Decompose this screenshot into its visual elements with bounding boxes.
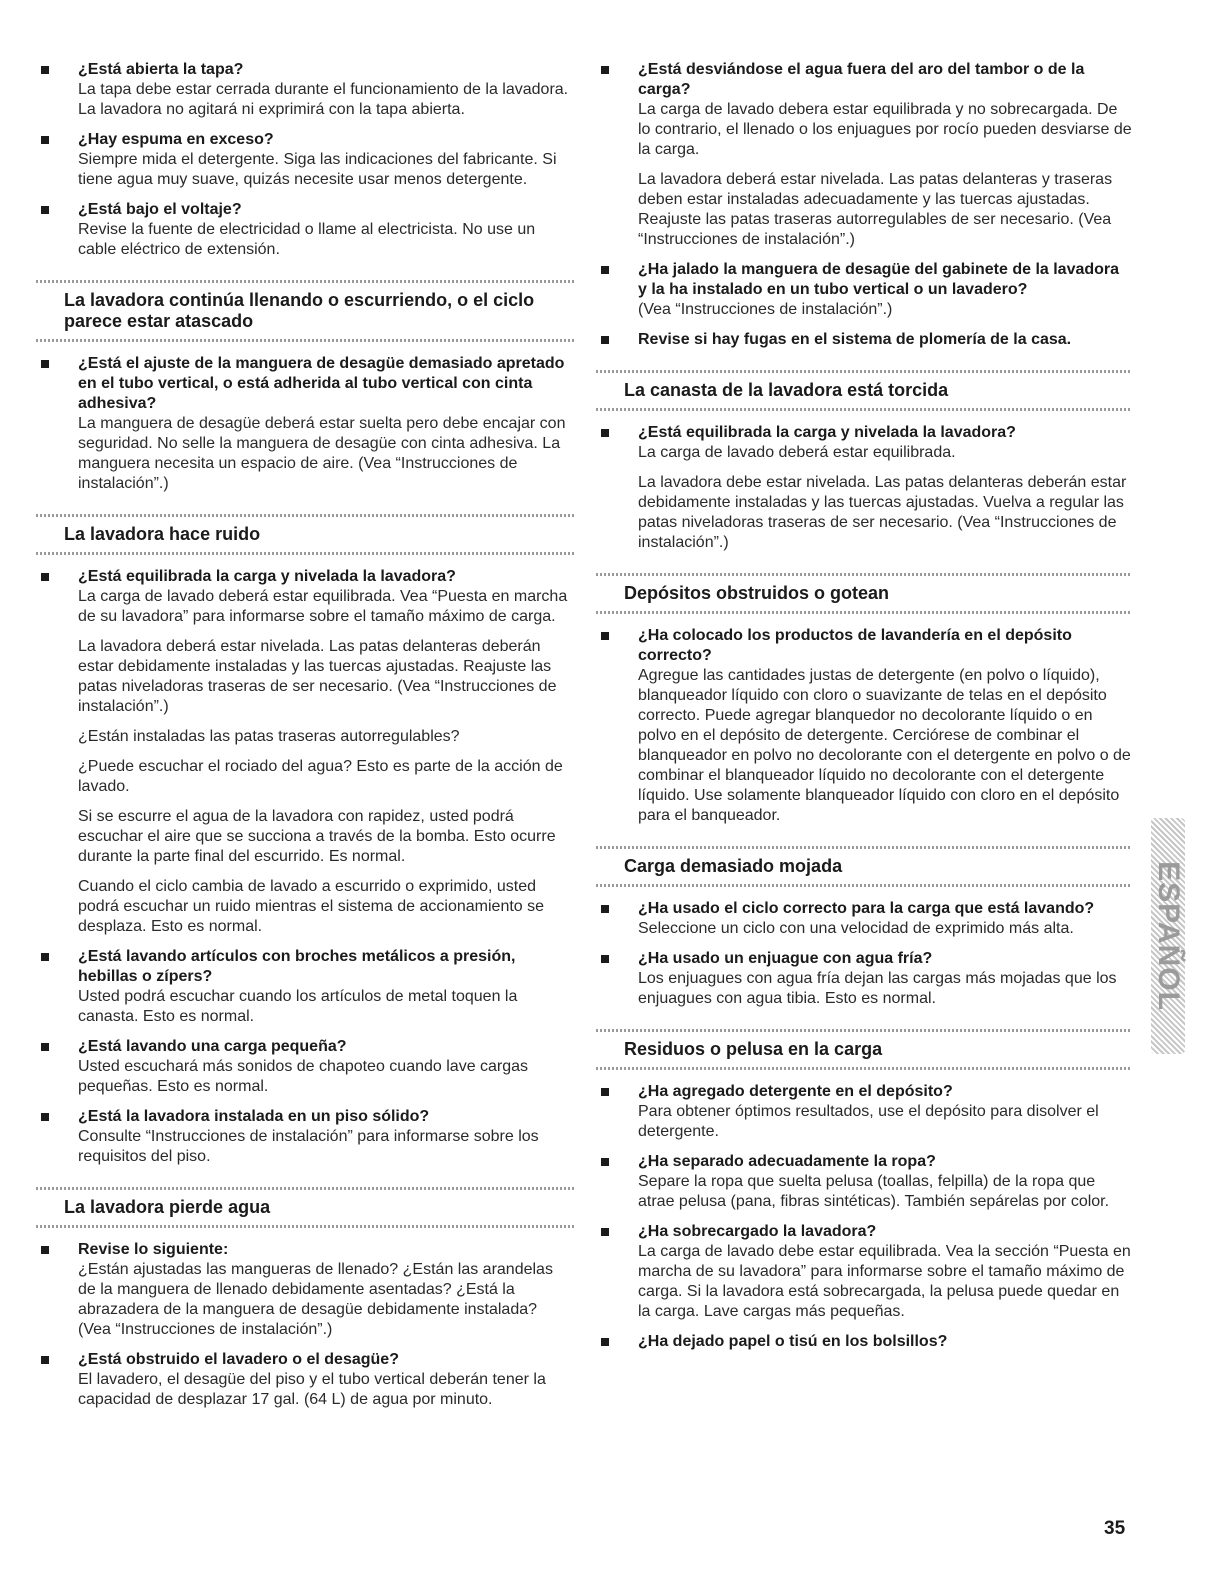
troubleshooting-item xyxy=(36,1350,574,1410)
square-bullet-icon xyxy=(601,66,609,74)
section-divider xyxy=(596,884,1132,887)
section-divider xyxy=(596,1029,1132,1032)
troubleshooting-item xyxy=(596,626,1132,826)
section-divider xyxy=(596,846,1132,849)
square-bullet-icon xyxy=(41,206,49,214)
square-bullet-icon xyxy=(41,1246,49,1254)
language-side-tab xyxy=(1151,818,1185,1054)
section-title: La canasta de la lavadora está torcida xyxy=(624,380,949,400)
item-question: ¿Está la lavadora instalada en un piso sólido? xyxy=(78,1108,430,1125)
section-divider xyxy=(596,573,1132,576)
item-question: ¿Ha sobrecargado la lavadora? xyxy=(638,1223,877,1240)
section-title: La lavadora pierde agua xyxy=(64,1197,271,1217)
item-answer: La carga de lavado deberá estar equilibrada. xyxy=(638,444,956,461)
section-divider xyxy=(36,1225,574,1228)
troubleshooting-item xyxy=(596,423,1132,553)
item-answer: ¿Están instaladas las patas traseras autorregulables? xyxy=(78,728,460,745)
square-bullet-icon xyxy=(601,266,609,274)
item-answer: Seleccione un ciclo con una velocidad de exprimido más alta. xyxy=(638,920,1074,937)
item-answer: Cuando el ciclo cambia de lavado a escurrido o exprimido, usted podrá escuchar un ruido mientras el sistema de accionamiento se desplaza. Esto es normal. xyxy=(78,878,545,935)
troubleshooting-item xyxy=(596,60,1132,250)
section-divider xyxy=(596,370,1132,373)
troubleshooting-item xyxy=(596,1222,1132,1322)
troubleshooting-item xyxy=(596,1152,1132,1212)
section-header xyxy=(36,1187,574,1228)
section-header xyxy=(596,573,1132,614)
square-bullet-icon xyxy=(601,1338,609,1346)
square-bullet-icon xyxy=(601,1088,609,1096)
troubleshooting-item xyxy=(36,200,574,260)
square-bullet-icon xyxy=(601,1158,609,1166)
item-question: ¿Está desviándose el agua fuera del aro del tambor o de la carga? xyxy=(638,61,1085,98)
square-bullet-icon xyxy=(41,573,49,581)
item-answer: La lavadora debe estar nivelada. Las patas delanteras deberán estar debidamente instaladas y las tuercas ajustadas. Vuelva a regular las patas niveladoras traseras de ser necesario. (Vea “Instrucciones de instalación”.) xyxy=(638,474,1127,551)
item-question: ¿Hay espuma en exceso? xyxy=(78,131,274,148)
section-header xyxy=(596,846,1132,887)
section-header xyxy=(36,280,574,342)
item-question: ¿Ha colocado los productos de lavandería en el depósito correcto? xyxy=(638,627,1072,664)
troubleshooting-item xyxy=(36,1107,574,1167)
troubleshooting-item xyxy=(36,567,574,937)
square-bullet-icon xyxy=(601,1228,609,1236)
section-divider xyxy=(36,552,574,555)
item-answer: Revise la fuente de electricidad o llame al electricista. No use un cable eléctrico de extensión. xyxy=(78,221,536,258)
troubleshooting-item xyxy=(596,330,1132,350)
item-answer: Los enjuagues con agua fría dejan las cargas más mojadas que los enjuagues con agua tibia. Esto es normal. xyxy=(638,970,1117,1007)
item-answer: Agregue las cantidades justas de detergente (en polvo o líquido), blanqueador líquido con cloro o suavizante de telas en el depósito correcto. Puede agregar blanquedor no decolorante líquido o en polvo en el depósito de detergente. Cerciórese de combinar el blanqueador en polvo no decolorante con el detergente en polvo o de combinar el blanqueador líquido no decolorante con el detergente líquido. Use solamente blanqueador líquido con cloro en el depósito para el banqueador. xyxy=(638,667,1131,824)
section-divider xyxy=(36,280,574,283)
square-bullet-icon xyxy=(601,429,609,437)
item-question: ¿Está bajo el voltaje? xyxy=(78,201,242,218)
square-bullet-icon xyxy=(41,1356,49,1364)
troubleshooting-item xyxy=(36,60,574,120)
section-title: Residuos o pelusa en la carga xyxy=(624,1039,883,1059)
troubleshooting-item xyxy=(36,354,574,494)
item-question: ¿Está equilibrada la carga y nivelada la lavadora? xyxy=(638,424,1016,441)
item-answer: Separe la ropa que suelta pelusa (toallas, felpilla) de la ropa que atrae pelusa (pana, fibras sintéticas). También sepárelas por color. xyxy=(638,1173,1110,1210)
item-answer: La carga de lavado debera estar equilibrada y no sobrecargada. De lo contrario, el llenado o los enjuagues por rocío pueden desviarse de la carga. xyxy=(638,101,1132,158)
square-bullet-icon xyxy=(41,1113,49,1121)
troubleshooting-item xyxy=(36,1240,574,1340)
item-question: Revise lo siguiente: xyxy=(78,1241,229,1258)
troubleshooting-item xyxy=(596,1082,1132,1142)
item-question: ¿Está lavando una carga pequeña? xyxy=(78,1038,347,1055)
troubleshooting-item xyxy=(36,1037,574,1097)
item-answer: La carga de lavado debe estar equilibrada. Vea la sección “Puesta en marcha de su lavadora” para informarse sobre el tamaño máximo de carga. Si la lavadora está sobrecargada, la pelusa puede quedar en la carga. Lave cargas más pequeñas. xyxy=(638,1243,1131,1320)
item-question: ¿Está el ajuste de la manguera de desagüe demasiado apretado en el tubo vertical, o está adherida al tubo vertical con cinta adhesiva? xyxy=(78,355,565,412)
item-answer: Siempre mida el detergente. Siga las indicaciones del fabricante. Si tiene agua muy suave, quizás necesite usar menos detergente. xyxy=(78,151,557,188)
square-bullet-icon xyxy=(601,905,609,913)
item-answer: El lavadero, el desagüe del piso y el tubo vertical deberán tener la capacidad de desplazar 17 gal. (64 L) de agua por minuto. xyxy=(78,1371,546,1408)
section-title: La lavadora continúa llenando o escurriendo, o el ciclo parece estar atascado xyxy=(64,290,535,331)
item-answer: La carga de lavado deberá estar equilibrada. Vea “Puesta en marcha de su lavadora” para informarse sobre el tamaño máximo de carga. xyxy=(78,588,568,625)
page-number: 35 xyxy=(1104,1518,1126,1539)
square-bullet-icon xyxy=(41,1043,49,1051)
section-divider xyxy=(36,514,574,517)
right-column xyxy=(596,60,1132,1362)
item-question: ¿Ha agregado detergente en el depósito? xyxy=(638,1083,953,1100)
item-answer: Usted escuchará más sonidos de chapoteo cuando lave cargas pequeñas. Esto es normal. xyxy=(78,1058,529,1095)
item-question: ¿Está obstruido el lavadero o el desagüe? xyxy=(78,1351,399,1368)
item-answer: La lavadora deberá estar nivelada. Las patas delanteras y traseras deben estar instaladas adecuadamente y las tuercas ajustadas. Reajuste las patas traseras autorregulables de ser necesario. (Vea “Instrucciones de instalación”.) xyxy=(638,171,1113,248)
section-divider xyxy=(596,408,1132,411)
item-answer: Consulte “Instrucciones de instalación” para informarse sobre los requisitos del piso. xyxy=(78,1128,539,1165)
item-question: ¿Ha dejado papel o tisú en los bolsillos? xyxy=(638,1333,948,1350)
item-answer: ¿Puede escuchar el rociado del agua? Esto es parte de la acción de lavado. xyxy=(78,758,563,795)
section-title: Carga demasiado mojada xyxy=(624,856,843,876)
item-answer: Usted podrá escuchar cuando los artículos de metal toquen la canasta. Esto es normal. xyxy=(78,988,518,1025)
square-bullet-icon xyxy=(601,955,609,963)
item-answer: La lavadora deberá estar nivelada. Las patas delanteras deberán estar debidamente instaladas y las tuercas ajustadas. Reajuste las patas niveladoras traseras de ser necesario. (Vea “Instrucciones de instalación”.) xyxy=(78,638,557,715)
section-header xyxy=(36,514,574,555)
item-question: Revise si hay fugas en el sistema de plomería de la casa. xyxy=(638,331,1072,348)
troubleshooting-item xyxy=(596,949,1132,1009)
square-bullet-icon xyxy=(41,66,49,74)
item-question: ¿Está lavando artículos con broches metálicos a presión, hebillas o zípers? xyxy=(78,948,516,985)
square-bullet-icon xyxy=(601,336,609,344)
troubleshooting-item xyxy=(596,260,1132,320)
item-answer: (Vea “Instrucciones de instalación”.) xyxy=(638,301,893,318)
troubleshooting-item xyxy=(36,130,574,190)
troubleshooting-item xyxy=(596,1332,1132,1352)
section-divider xyxy=(596,611,1132,614)
left-column xyxy=(36,60,574,1420)
item-question: ¿Ha separado adecuadamente la ropa? xyxy=(638,1153,936,1170)
square-bullet-icon xyxy=(41,360,49,368)
item-answer: ¿Están ajustadas las mangueras de llenado? ¿Están las arandelas de la manguera de llenado debidamente asentadas? ¿Está la abrazadera de la manguera de desagüe debidamente instalada? (Vea “Instrucciones de instalación”.) xyxy=(78,1261,553,1338)
item-question: ¿Ha usado el ciclo correcto para la carga que está lavando? xyxy=(638,900,1095,917)
section-header xyxy=(596,1029,1132,1070)
square-bullet-icon xyxy=(41,953,49,961)
section-divider xyxy=(36,1187,574,1190)
troubleshooting-item xyxy=(596,899,1132,939)
troubleshooting-item xyxy=(36,947,574,1027)
section-header xyxy=(596,370,1132,411)
square-bullet-icon xyxy=(601,632,609,640)
item-answer: Para obtener óptimos resultados, use el depósito para disolver el detergente. xyxy=(638,1103,1099,1140)
section-divider xyxy=(596,1067,1132,1070)
side-tab-label: ESPAÑOL xyxy=(1152,861,1185,1011)
item-question: ¿Ha jalado la manguera de desagüe del gabinete de la lavadora y la ha instalado en un tubo vertical o un lavadero? xyxy=(638,261,1120,298)
square-bullet-icon xyxy=(41,136,49,144)
section-title: La lavadora hace ruido xyxy=(64,524,261,544)
item-question: ¿Está abierta la tapa? xyxy=(78,61,244,78)
section-divider xyxy=(36,339,574,342)
item-answer: La manguera de desagüe deberá estar suelta pero debe encajar con seguridad. No selle la manguera de desagüe con cinta adhesiva. La manguera necesita un espacio de aire. (Vea “Instrucciones de instalación”.) xyxy=(78,415,566,492)
item-answer: Si se escurre el agua de la lavadora con rapidez, usted podrá escuchar el aire que se succiona a través de la bomba. Esto ocurre durante la parte final del escurrido. Es normal. xyxy=(78,808,556,865)
item-question: ¿Está equilibrada la carga y nivelada la lavadora? xyxy=(78,568,456,585)
item-answer: La tapa debe estar cerrada durante el funcionamiento de la lavadora. La lavadora no agitará ni exprimirá con la tapa abierta. xyxy=(78,81,569,118)
section-title: Depósitos obstruidos o gotean xyxy=(624,583,890,603)
item-question: ¿Ha usado un enjuague con agua fría? xyxy=(638,950,933,967)
